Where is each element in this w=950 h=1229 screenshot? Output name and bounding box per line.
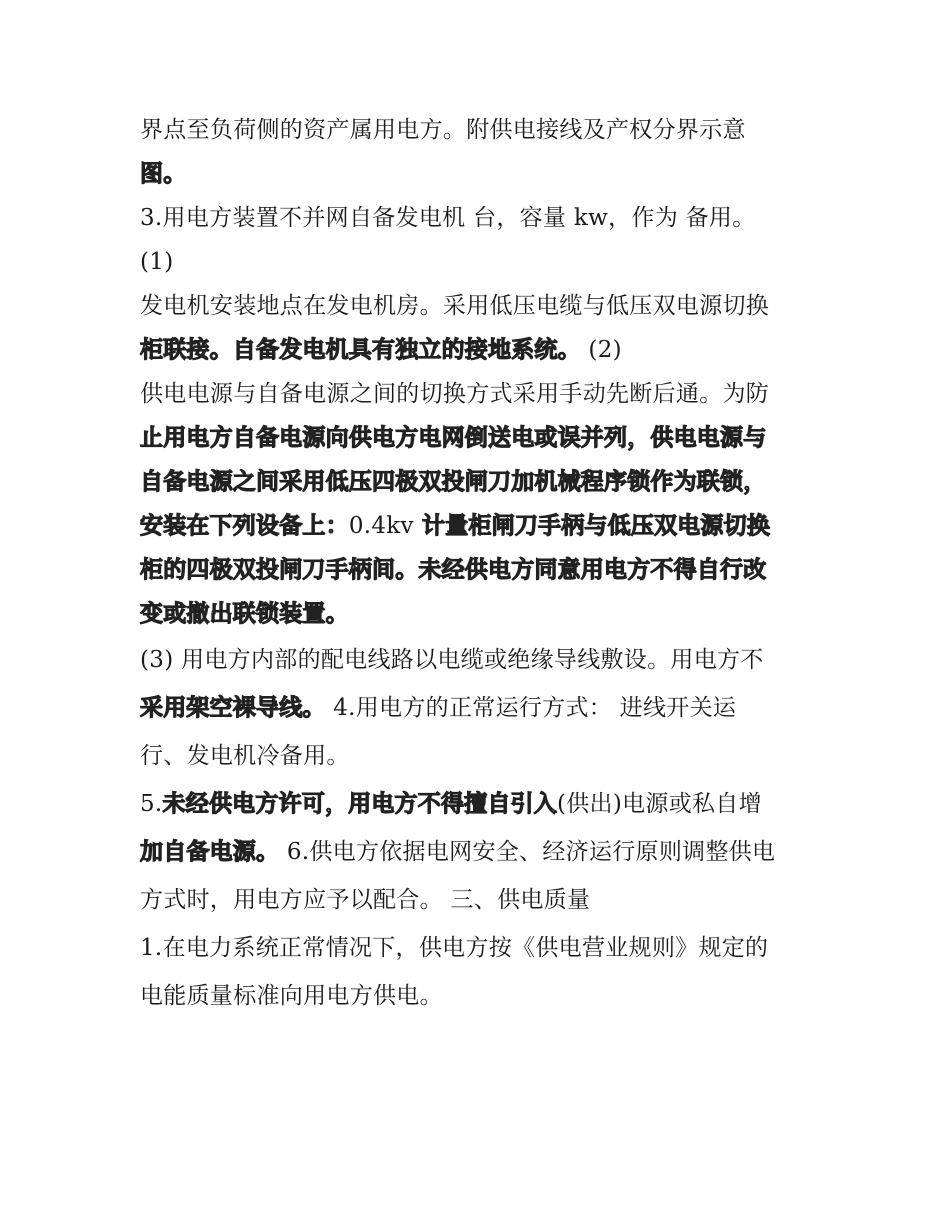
text-segment: 方式时，用电方应予以配合。 三、供电质量 xyxy=(140,887,591,913)
text-line xyxy=(140,372,820,416)
text-segment: 5. xyxy=(140,791,163,817)
outlined-text-segment: 采用架空裸导线。 xyxy=(140,695,326,721)
text-line xyxy=(140,504,820,548)
text-line xyxy=(140,876,820,924)
text-line xyxy=(140,196,820,240)
text-line xyxy=(140,548,820,592)
text-line xyxy=(140,284,820,328)
outlined-text-segment: 安装在下列设备上： xyxy=(140,513,349,539)
text-line xyxy=(140,328,820,372)
outlined-text-segment: 计量柜闸刀手柄与低压双电源切换 xyxy=(413,513,771,539)
text-line xyxy=(140,972,820,1020)
text-segment: 4.用电方的正常运行方式： 进线开关运 xyxy=(325,695,737,721)
outlined-text-segment: 柜的四极双投闸刀手柄间。未经供电方同意用电方不得自行改 xyxy=(140,557,767,583)
text-segment: 0.4kv xyxy=(348,513,414,539)
text-segment: 6.供电方依据电网安全、经济运行原则调整供电 xyxy=(279,839,776,865)
text-segment: (3) 用电方内部的配电线路以电缆或绝缘导线敷设。用电方不 xyxy=(140,647,764,673)
outlined-text-segment: 止用电方自备电源向供电方电网倒送电或误并列，供电电源与 xyxy=(140,425,767,451)
outlined-text-segment: 加自备电源。 xyxy=(140,839,280,865)
document-body xyxy=(140,108,820,1020)
text-line xyxy=(140,636,820,684)
text-segment: (2) xyxy=(580,337,622,363)
text-line xyxy=(140,108,820,152)
text-line xyxy=(140,152,820,196)
text-line xyxy=(140,828,820,876)
text-segment: 界点至负荷侧的资产属用电方。附供电接线及产权分界示意 xyxy=(140,117,746,143)
text-line xyxy=(140,416,820,460)
text-line xyxy=(140,684,820,732)
text-segment: 电能质量标准向用电方供电。 xyxy=(140,983,443,1009)
text-segment: 发电机安装地点在发电机房。采用低压电缆与低压双电源切换 xyxy=(140,293,770,319)
text-line xyxy=(140,460,820,504)
text-line xyxy=(140,924,820,972)
text-segment: 3.用电方装置不并网自备发电机 台，容量 kw，作为 备用。 xyxy=(140,205,756,231)
outlined-text-segment: 变或撤出联锁装置。 xyxy=(140,601,349,627)
text-line xyxy=(140,732,820,780)
outlined-text-segment: 图。 xyxy=(140,161,187,187)
text-segment: 供电电源与自备电源之间的切换方式采用手动先断后通。为防 xyxy=(140,381,770,407)
text-segment: 1.在电力系统正常情况下，供电方按《供电营业规则》规定的 xyxy=(140,935,769,961)
text-segment: (供出)电源或私自增 xyxy=(556,791,762,817)
text-line xyxy=(140,592,820,636)
outlined-text-segment: 未经供电方许可，用电方不得擅自引入 xyxy=(162,791,557,817)
text-segment: (1) xyxy=(140,249,174,275)
outlined-text-segment: 自备电源之间采用低压四极双投闸刀加机械程序锁作为联锁， xyxy=(140,469,767,495)
text-segment: 行、发电机冷备用。 xyxy=(140,743,350,769)
text-line xyxy=(140,240,820,284)
text-line xyxy=(140,780,820,828)
outlined-text-segment: 柜联接。自备发电机具有独立的接地系统。 xyxy=(140,337,581,363)
